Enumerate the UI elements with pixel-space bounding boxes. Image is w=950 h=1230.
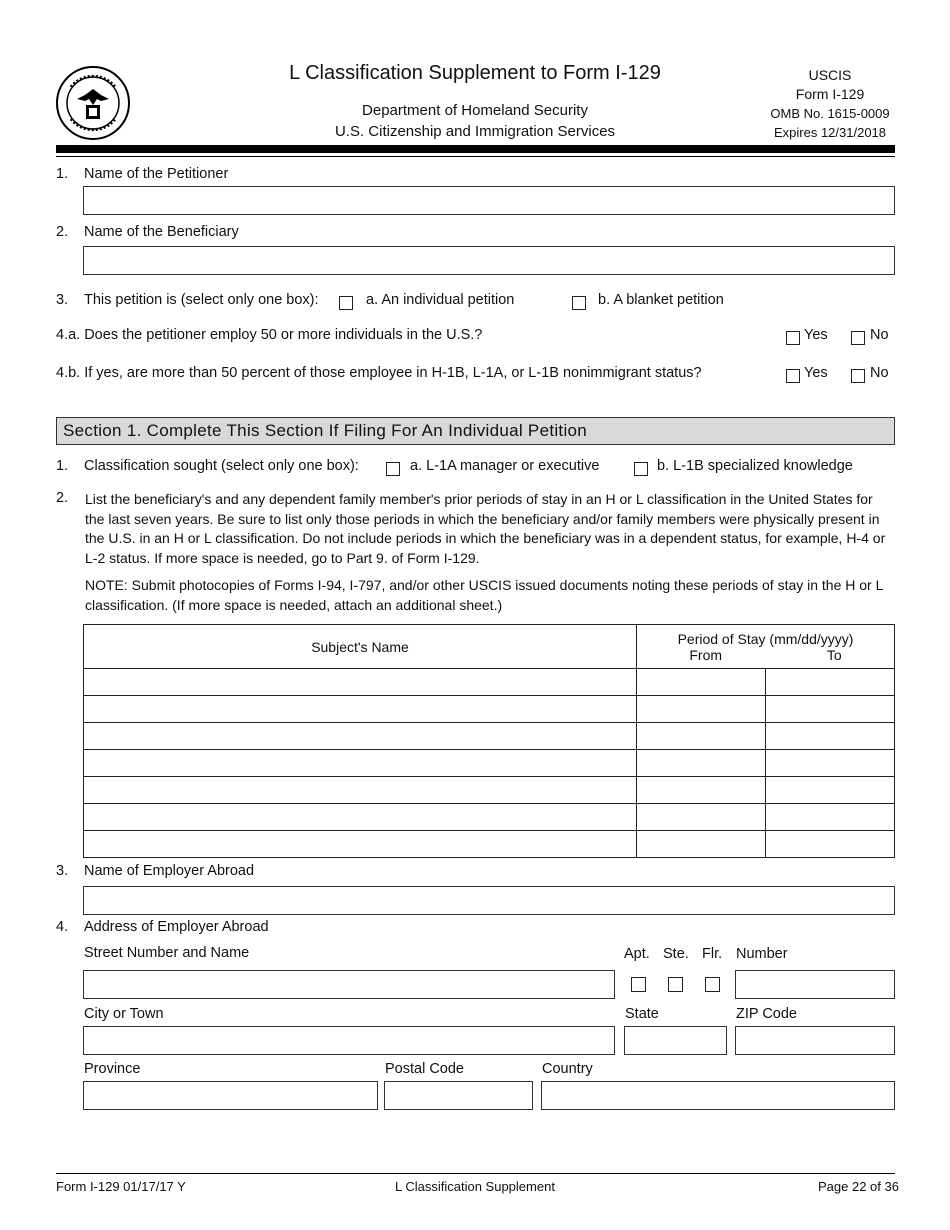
q4a-no-label: No	[870, 327, 889, 343]
form-number: Form I-129	[795, 86, 865, 102]
q4b-yes-label: Yes	[804, 365, 828, 381]
province-label: Province	[84, 1061, 141, 1077]
table-header-row	[84, 625, 895, 669]
from-header: From	[689, 646, 723, 663]
to-date-cell[interactable]	[765, 831, 894, 858]
to-date-cell[interactable]	[765, 723, 894, 750]
petitioner-label: Name of the Petitioner	[84, 166, 229, 182]
subject-name-cell[interactable]	[84, 750, 637, 777]
photocopy-note: NOTE: Submit photocopies of Forms I-94, I-797, and/or other USCIS issued documents noting these periods of stay in the H or L classification. (If more space is needed, attach an additional sheet.)	[85, 577, 883, 613]
city-label: City or Town	[84, 1006, 164, 1022]
petition-type-label: This petition is (select only one box):	[84, 292, 319, 308]
zip-field[interactable]	[735, 1026, 895, 1055]
from-date-cell[interactable]	[637, 669, 766, 696]
petitioner-name-field[interactable]	[83, 186, 895, 215]
prior-stay-instructions: List the beneficiary's and any dependent family member's prior periods of stay in an H or L classification in the United States for the last seven years. Be sure to list only those periods in which the beneficiary and/or family members were physically present in the U.S. in an H or L classification. Do not include periods in which the beneficiary was in a dependent status, for example, H-4 or L-2 status. If more space is needed, go to Part 9. of Form I-129.	[85, 491, 886, 566]
to-header: To	[826, 646, 842, 663]
from-date-cell[interactable]	[637, 804, 766, 831]
classification-label: Classification sought (select only one box):	[84, 458, 359, 474]
omb-number: OMB No. 1615-0009	[770, 106, 890, 121]
province-field[interactable]	[83, 1081, 378, 1110]
table-row	[84, 804, 895, 831]
table-row	[84, 723, 895, 750]
subject-name-cell[interactable]	[84, 723, 637, 750]
from-date-cell[interactable]	[637, 696, 766, 723]
street-label: Street Number and Name	[84, 945, 250, 961]
employer-abroad-label: Name of Employer Abroad	[84, 863, 255, 879]
section-1-heading: Section 1. Complete This Section If Filing For An Individual Petition	[56, 417, 895, 445]
q4a-no-checkbox[interactable]	[851, 331, 865, 345]
period-subheaders	[637, 647, 894, 663]
footer-title: L Classification Supplement	[395, 1179, 555, 1194]
country-label: Country	[542, 1061, 593, 1077]
table-row	[84, 831, 895, 858]
blanket-petition-label: b. A blanket petition	[598, 292, 724, 308]
beneficiary-label: Name of the Beneficiary	[84, 224, 239, 240]
q4a-label: 4.a. Does the petitioner employ 50 or more individuals in the U.S.?	[56, 327, 483, 343]
beneficiary-name-field[interactable]	[83, 246, 895, 275]
state-field[interactable]	[624, 1026, 727, 1055]
period-of-stay-label: Period of Stay (mm/dd/yyyy)	[677, 630, 854, 647]
department-name: Department of Homeland Security	[362, 102, 588, 119]
postal-field[interactable]	[384, 1081, 533, 1110]
footer-rule	[56, 1173, 895, 1174]
address-abroad-label: Address of Employer Abroad	[84, 919, 269, 935]
table-row	[84, 669, 895, 696]
header-bar	[56, 145, 895, 153]
flr-label: Flr.	[702, 946, 723, 962]
q4b-yes-checkbox[interactable]	[786, 369, 800, 383]
unit-number-label: Number	[736, 946, 788, 962]
to-date-cell[interactable]	[765, 669, 894, 696]
ste-checkbox[interactable]	[668, 977, 683, 992]
apt-label: Apt.	[624, 946, 650, 962]
l1a-label: a. L-1A manager or executive	[410, 458, 600, 474]
q1-number: 1.	[56, 166, 69, 182]
subject-name-cell[interactable]	[84, 777, 637, 804]
ste-label: Ste.	[663, 946, 689, 962]
individual-petition-label: a. An individual petition	[366, 292, 515, 308]
prior-stay-table	[83, 624, 895, 858]
apt-checkbox[interactable]	[631, 977, 646, 992]
table-row	[84, 696, 895, 723]
from-date-cell[interactable]	[637, 831, 766, 858]
flr-checkbox[interactable]	[705, 977, 720, 992]
subject-name-cell[interactable]	[84, 804, 637, 831]
agency-abbrev: USCIS	[808, 67, 852, 83]
agency-name: U.S. Citizenship and Immigration Services	[334, 123, 616, 140]
subject-name-cell[interactable]	[84, 696, 637, 723]
form-title: L Classification Supplement to Form I-129	[289, 62, 661, 84]
l1b-label: b. L-1B specialized knowledge	[657, 458, 853, 474]
subject-name-cell[interactable]	[84, 831, 637, 858]
q3-number: 3.	[56, 292, 69, 308]
table-row	[84, 750, 895, 777]
country-field[interactable]	[541, 1081, 895, 1110]
street-field[interactable]	[83, 970, 615, 999]
s1-q2-number: 2.	[56, 490, 69, 506]
state-label: State	[625, 1006, 659, 1022]
to-date-cell[interactable]	[765, 804, 894, 831]
department-block	[300, 100, 650, 142]
to-date-cell[interactable]	[765, 696, 894, 723]
postal-label: Postal Code	[385, 1061, 464, 1077]
q4b-no-label: No	[870, 365, 889, 381]
from-date-cell[interactable]	[637, 777, 766, 804]
period-header	[637, 625, 895, 669]
unit-number-field[interactable]	[735, 970, 895, 999]
individual-petition-checkbox[interactable]	[339, 296, 353, 310]
city-field[interactable]	[83, 1026, 615, 1055]
s1-q3-number: 3.	[56, 863, 69, 879]
s1-q4-number: 4.	[56, 919, 69, 935]
from-date-cell[interactable]	[637, 750, 766, 777]
s1-q1-number: 1.	[56, 458, 69, 474]
subject-name-header: Subject's Name	[84, 625, 637, 669]
q2-number: 2.	[56, 224, 69, 240]
from-date-cell[interactable]	[637, 723, 766, 750]
form-info-block	[760, 66, 900, 142]
q4b-label: 4.b. If yes, are more than 50 percent of those employee in H-1B, L-1A, or L-1B nonimmigrant status?	[56, 365, 702, 381]
zip-label: ZIP Code	[736, 1006, 797, 1022]
footer-page-number: Page 22 of 36	[818, 1179, 899, 1194]
q4a-yes-checkbox[interactable]	[786, 331, 800, 345]
dhs-seal-icon	[55, 65, 131, 141]
l1a-checkbox[interactable]	[386, 462, 400, 476]
q4a-yes-label: Yes	[804, 327, 828, 343]
blanket-petition-checkbox[interactable]	[572, 296, 586, 310]
table-row	[84, 777, 895, 804]
to-date-cell[interactable]	[765, 777, 894, 804]
l1b-checkbox[interactable]	[634, 462, 648, 476]
prior-stay-rows	[84, 669, 895, 858]
q4b-no-checkbox[interactable]	[851, 369, 865, 383]
employer-abroad-field[interactable]	[83, 886, 895, 915]
to-date-cell[interactable]	[765, 750, 894, 777]
expiration-date: Expires 12/31/2018	[773, 125, 887, 140]
header-rule	[56, 156, 895, 157]
footer-form-edition: Form I-129 01/17/17 Y	[56, 1179, 186, 1194]
subject-name-cell[interactable]	[84, 669, 637, 696]
